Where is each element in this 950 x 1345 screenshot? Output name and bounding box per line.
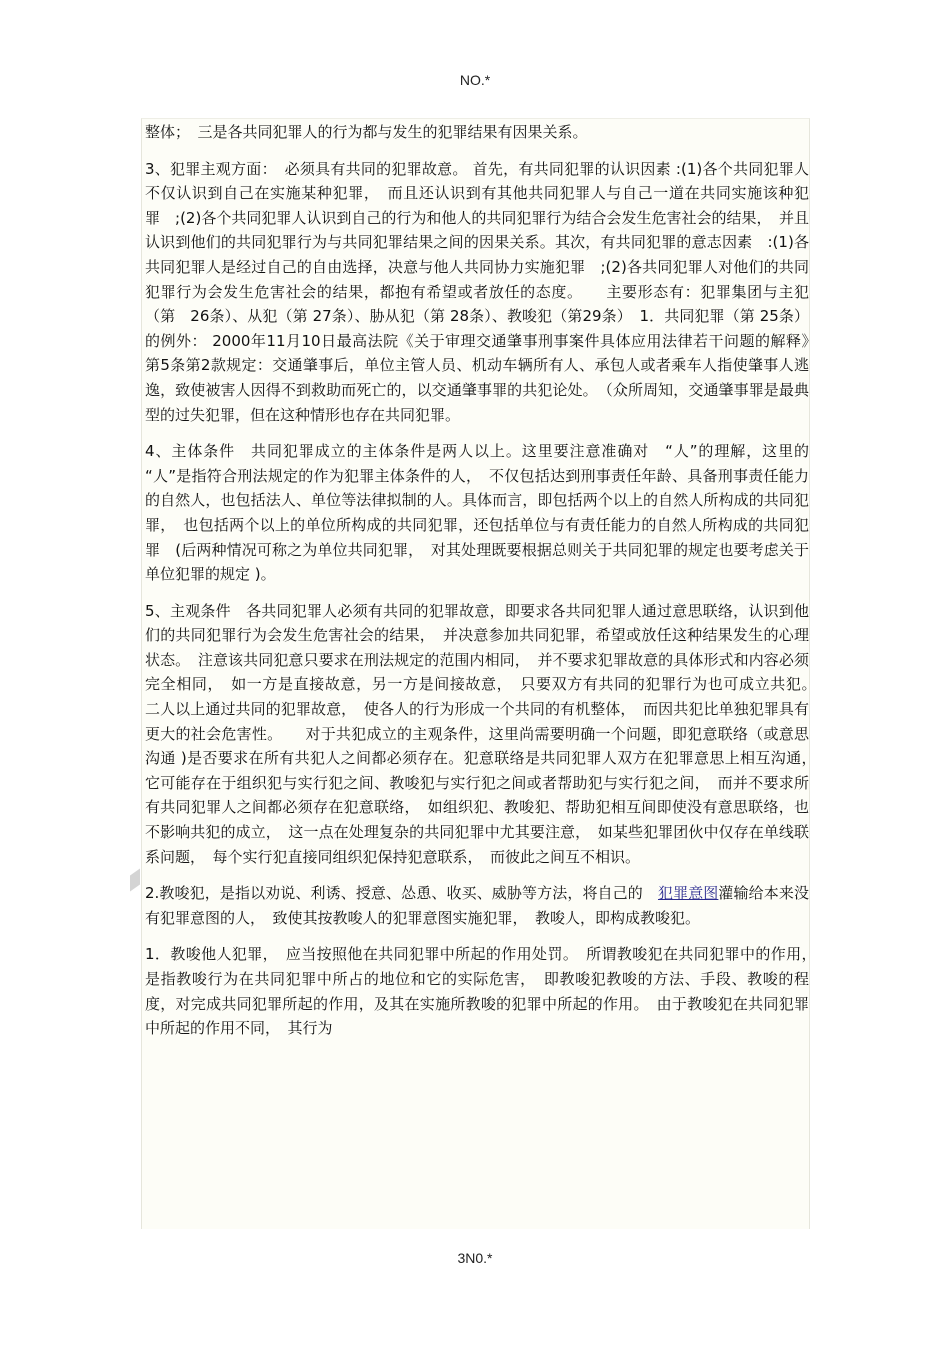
criminal-intent-link[interactable]: 犯罪意图: [657, 884, 719, 903]
paragraph-subjective-conditions: 5、主观条件 各共同犯罪人必须有共同的犯罪故意，即要求各共同犯罪人通过意思联络，认识到他们的共同犯罪行为会发生危害社会的结果， 并决意参加共同犯罪，希望或放任这种结果发生的心理状态。 注意该共同犯意只要求在刑法规定的范围内相同， 并不要求犯罪故意的具体形式和内容必须完全相同， 如一方是直接故意，另一方是间接故意， 只要双方有共同的犯罪行为也可成立共犯。 二人以上通过共同的犯罪故意， 使各人的行为形成一个共同的有机整体， 而因共犯比单独犯罪具有更大的社会危害性。 对于共犯成立的主观条件，这里尚需要明确一个问题，即犯意联络（或意思沟通 )是否要求在所有共犯人之间都必须存在。犯意联络是共同犯罪人双方在犯罪意思上相互沟通， 它可能存在于组织犯与实行犯之间、教唆犯与实行犯之间或者帮助犯与实行犯之间， 而并不要求所有共同犯罪人之间都必须存在犯意联络， 如组织犯、教唆犯、帮助犯相互间即使没有意思联络，也不影响共犯的成立， 这一点在处理复杂的共同犯罪中尤其要注意， 如某些犯罪团伙中仅存在单线联系问题， 每个实行犯直接同组织犯保持犯意联系， 而彼此之间互不相识。: [145, 601, 825, 866]
paragraph-subjective-aspect: 3、犯罪主观方面： 必须具有共同的犯罪故意。 首先，有共同犯罪的认识因素 :(1)各个共同犯罪人不仅认识到自己在实施某种犯罪， 而且还认识到有其他共同犯罪人与自己一道在共同实施该种犯罪 ;(2)各个共同犯罪人认识到自己的行为和他人的共同犯罪行为结合会发生危害社会的结果， 并且认识到他们的共同犯罪行为与共同犯罪结果之间的因果关系。其次，有共同犯罪的意志因素 :(1)各共同犯罪人是经过自己的自由选择，决意与他人共同协力实施犯罪 ;(2)各共同犯罪人对他们的共同犯罪行为会发生危害社会的结果，都抱有希望或者放任的态度。 主要形态有：犯罪集团与主犯（第 26条）、从犯（第 27条）、胁从犯（第 28条）、教唆犯（第29条） 1．共同犯罪（第 25条）的例外： 2000年11月10日最高法院《关于审理交通肇事刑事案件具体应用法律若干问题的解释》 第5条第2款规定：交通肇事后，单位主管人员、机动车辆所有人、承包人或者乘车人指使肇事人逃逸，致使被害人因得不到救助而死亡的，以交通肇事罪的共犯论处。 （众所周知，交通肇事罪是最典型的过失犯罪，但在这种情形也存在共同犯罪。: [145, 159, 825, 424]
page-footer: 3N0.*: [457, 1250, 493, 1266]
margin-mark: [130, 868, 140, 891]
instigator-text-start: 2.教唆犯，是指以劝说、利诱、授意、怂恿、收买、威胁等方法，将自己的: [145, 884, 658, 903]
paragraph-subject-conditions: 4、主体条件 共同犯罪成立的主体条件是两人以上。这里要注意准确对 “人”的理解，这里的 “人”是指符合刑法规定的作为犯罪主体条件的人， 不仅包括达到刑事责任年龄、具备刑事责任能力的自然人，也包括法人、单位等法律拟制的人。具体而言，即包括两个以上的自然人所构成的共同犯罪， 也包括两个以上的单位所构成的共同犯罪，还包括单位与有责任能力的自然人所构成的共同犯罪 (后两种情况可称之为单位共同犯罪， 对其处理既要根据总则关于共同犯罪的规定也要考虑关于单位犯罪的规定 )。: [145, 442, 809, 584]
paragraph-instigator-punishment: 1．教唆他人犯罪， 应当按照他在共同犯罪中所起的作用处罚。 所谓教唆犯在共同犯罪中的作用， 是指教唆行为在共同犯罪中所占的地位和它的实际危害， 即教唆犯教唆的方法、手段、教唆的程度，对完成共同犯罪所起的作用，及其在实施所教唆的犯罪中所起的作用。 由于教唆犯在共同犯罪中所起的作用不同， 其行为: [145, 945, 825, 1038]
paragraph-intro: 整体； 三是各共同犯罪人的行为都与发生的犯罪结果有因果关系。: [145, 123, 588, 141]
page-header: NO.*: [459, 72, 491, 88]
document-body: [141, 118, 825, 1229]
paragraph-instigator-definition: [145, 881, 809, 930]
instigator-text-end: 灌输给本来没有犯罪意图的人， 致使其按教唆人的犯罪意图实施犯罪， 教唆人，即构成教唆犯。: [145, 884, 809, 927]
